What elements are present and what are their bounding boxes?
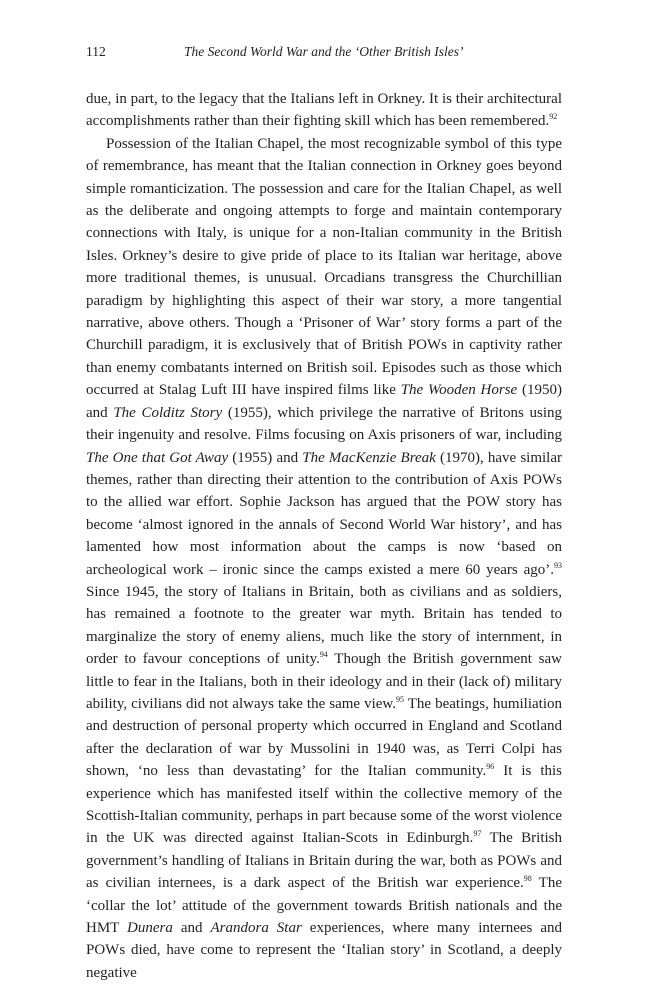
text-run: (1970), have similar themes, rather than directing their attention to the contribution of Axis POWs to the allied war effort. Sophie Jackson has argued that the POW story has become ‘almost ignored in the annals of Second World War history’, and has lamented how most information about the camps is now ‘based on archeological work – ironic since the camps existed a mere 60 years ago’.: [86, 449, 562, 578]
body-text: [86, 88, 562, 984]
text-run: experiences, where many internees and POWs died, have come to represent the ‘Italian story’ in Scotland, a deeply negative: [86, 920, 562, 981]
text-run: Though the British government saw little to fear in the Italians, both in their ideology and in their (lack of) military ability, civilians did not always take the same view.: [86, 651, 562, 712]
text-run: (1950) and: [86, 382, 562, 421]
film-title-wooden-horse: The Wooden Horse: [400, 382, 518, 399]
paragraph-1: [86, 88, 562, 133]
running-head: [86, 44, 562, 64]
running-title: The Second World War and the ‘Other British Isles’: [184, 44, 464, 59]
text-run: The beatings, humiliation and destruction of personal property which occurred in England and Scotland after the declaration of war by Mussolini in 1940 was, as Terri Colpi has shown, ‘no less than devastating’ for the Italian community.: [86, 695, 562, 780]
ship-name-arandora-star: Arandora Star: [210, 920, 302, 937]
text-run: The ‘collar the lot’ attitude of the government towards British nationals and the HMT: [86, 875, 562, 937]
text-run: and: [172, 920, 211, 937]
footnote-ref-92: 92: [549, 112, 558, 122]
page-number: 112: [86, 44, 106, 59]
film-title-colditz-story: The Colditz Story: [113, 404, 223, 421]
paragraph-2: [86, 133, 562, 984]
footnote-ref-94: 94: [319, 650, 328, 660]
text-run: due, in part, to the legacy that the Italians left in Orkney. It is their architectural accomplishments rather than their fighting skill which has been remembered.: [86, 91, 562, 130]
ship-name-dunera: Dunera: [127, 920, 173, 937]
footnote-ref-98: 98: [523, 874, 532, 884]
text-run: Possession of the Italian Chapel, the most recognizable symbol of this type of remembrance, has meant that the Italian connection in Orkney goes beyond simple romanticization. The possession and care for the Italian Chapel, as well as the deliberate and ongoing attempts to forge and maintain contemporary connections with Italy, is unique for a non-Italian community in the British Isles. Orkney’s desire to give pride of place to its Italian war heritage, above more traditional themes, is unusual. Orcadians transgress the Churchillian paradigm by highlighting this aspect of their war story, a more tangential narrative, above others. Though a ‘Prisoner of War’ story forms a part of the Churchill paradigm, it is exclusively that of British POWs in captivity rather than enemy combatants interned on British soil. Episodes such as those which occurred at Stalag Luft III have inspired films like: [86, 135, 562, 399]
text-run: (1955) and: [228, 449, 303, 466]
text-run: Since 1945, the story of Italians in Britain, both as civilians and as soldiers, has remained a footnote to the greater war myth. Britain has tended to marginalize the story of enemy aliens, much like the story of internment, in order to favour conceptions of unity.: [86, 583, 562, 668]
footnote-ref-96: 96: [486, 762, 495, 772]
text-run: (1955), which privilege the narrative of Britons using their ingenuity and resolve. Films focusing on Axis prisoners of war, including: [86, 404, 562, 444]
footnote-ref-95: 95: [396, 694, 405, 704]
film-title-one-that-got-away: The One that Got Away: [86, 449, 229, 466]
footnote-ref-97: 97: [473, 829, 482, 839]
footnote-ref-93: 93: [554, 560, 562, 570]
text-run: It is this experience which has manifested itself within the collective memory of the Scottish-Italian community, perhaps in part because some of the worst violence in the UK was directed against Italian-Scots in Edinburgh.: [86, 763, 562, 847]
text-run: The British government’s handling of Italians in Britain during the war, both as POWs and as civilian internees, is a dark aspect of the British war experience.: [86, 830, 563, 892]
film-title-mackenzie-break: The MacKenzie Break: [302, 449, 436, 466]
